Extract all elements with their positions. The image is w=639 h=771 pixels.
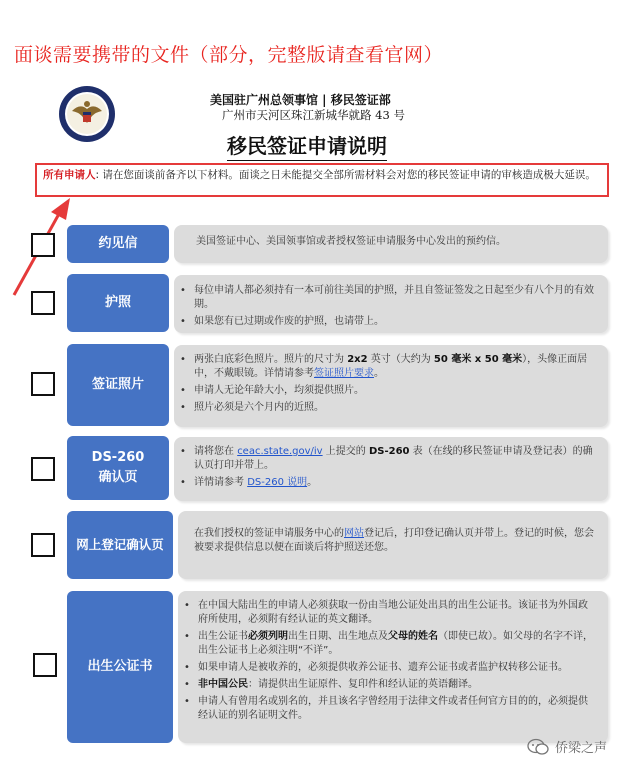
notice-text: : 请在您面谈前备齐以下材料。面谈之日未能提交全部所需材料会对您的移民签证申请的审核造成极大延误。 [95, 169, 596, 181]
passport-bullet-1: • 每位申请人都必须持有一本可前往美国的护照，并且自签证签发之日起至少有八个月的有效期。 [174, 284, 596, 312]
ds260-text: 。 [307, 477, 318, 488]
photo-text: ），头像正面居中，不戴眼镜。详情请参考 [194, 354, 588, 379]
photo-bullet-3: • 照片必须是六个月内的近照。 [174, 401, 596, 415]
banner-heading: 面谈需要携带的文件（部分，完整版请查看官网） [14, 44, 444, 66]
birth-bullet-2 [178, 630, 596, 658]
label-ds260 [67, 436, 169, 500]
service-center-website-link[interactable]: 网站 [344, 528, 364, 539]
label-appointment-letter: 约见信 [67, 225, 169, 263]
online-text-pre: 在我们授权的签证申请服务中心的 [194, 528, 344, 539]
birth-text: （即使已故）。如父母的名字不详，出生公证书上必须注明“不详”。 [198, 631, 593, 656]
watermark-text: 侨梁之声 [555, 741, 608, 756]
appointment-text: 美国签证中心、美国领事馆或者授权签证申请服务中心发出的预约信。 [196, 236, 506, 247]
consulate-seal-icon [58, 85, 116, 143]
photo-bullet-1 [174, 353, 596, 381]
ds260-form-name: DS-260 [368, 446, 410, 457]
passport-bullet-2: • 如果您有已过期或作废的护照，也请带上。 [174, 315, 596, 329]
desc-visa-photo [174, 345, 608, 427]
birth-text: ：请提供出生证原件、复印件和经认证的英语翻译。 [248, 679, 478, 690]
watermark [527, 737, 607, 756]
birth-must-list: 必须列明 [248, 631, 288, 642]
desc-appointment-letter [174, 225, 608, 263]
wechat-icon [527, 738, 549, 756]
checkbox-visa-photo[interactable] [31, 372, 55, 396]
checkbox-ds260[interactable] [31, 457, 55, 481]
ds260-bullet-2 [174, 476, 596, 490]
ds260-text: 上提交的 [322, 446, 369, 457]
checkbox-birth-certificate[interactable] [33, 653, 57, 677]
birth-bullet-5: • 申请人有曾用名或别名的，并且该名字曾经用于法律文件或者任何官方目的的，必须提供经认证的别名证明文件。 [178, 695, 596, 723]
ds260-label-line1: DS-260 [91, 450, 145, 465]
photo-requirements-link[interactable]: 签证照片要求 [314, 368, 374, 379]
birth-text: 出生公证书 [198, 631, 248, 642]
photo-mm: 50 毫米 x 50 毫米 [433, 354, 523, 365]
office-address: 广州市天河区珠江新城华就路 43 号 [222, 108, 405, 122]
label-visa-photo: 签证照片 [67, 344, 169, 426]
label-passport: 护照 [67, 274, 169, 332]
birth-text: 出生日期、出生地点及 [288, 631, 388, 642]
label-online-registration: 网上登记确认页 [67, 511, 173, 579]
ds260-label-line2: 确认页 [98, 470, 138, 485]
birth-parent-names: 父母的姓名 [388, 631, 438, 642]
birth-bullet-4 [178, 678, 596, 692]
ds260-instructions-link[interactable]: DS-260 说明 [247, 477, 308, 488]
online-text [194, 527, 596, 555]
ds260-text: 表（在线的移民签证申请及登记表）的确认页打印并带上。 [194, 446, 593, 471]
label-birth-certificate: 出生公证书 [67, 591, 173, 743]
photo-bullet-2: • 申请人无论年龄大小，均须提供照片。 [174, 384, 596, 398]
online-text-post: 登记后，打印登记确认页并带上。登记的时候，您会被要求提供信息以便在面谈后将护照送还您。 [194, 528, 594, 553]
desc-online-registration [178, 511, 608, 579]
desc-passport [174, 275, 608, 333]
office-name: 美国驻广州总领事馆 | 移民签证部 [210, 93, 391, 107]
ds260-bullet-1 [174, 445, 596, 473]
checkbox-passport[interactable] [31, 291, 55, 315]
desc-birth-certificate [178, 591, 608, 743]
photo-text: 两张白底彩色照片。照片的尺寸为 [194, 354, 348, 365]
checkbox-online-registration[interactable] [31, 533, 55, 557]
document-title: 移民签证申请说明 [227, 130, 387, 161]
photo-text: 。 [374, 368, 384, 379]
ds260-text: 请将您在 [194, 446, 238, 457]
photo-text: 英寸（大约为 [367, 354, 434, 365]
ceac-link[interactable]: ceac.state.gov/iv [237, 446, 323, 457]
checkbox-appointment-letter[interactable] [31, 233, 55, 257]
birth-bullet-3: • 如果申请人是被收养的，必须提供收养公证书、遗弃公证书或者监护权转移公证书。 [178, 661, 596, 675]
ds260-text: 详情请参考 [194, 477, 248, 488]
all-applicants-notice [35, 163, 609, 197]
desc-ds260 [174, 437, 608, 501]
birth-non-chinese: 非中国公民 [198, 679, 248, 690]
notice-lead: 所有申请人 [43, 169, 96, 181]
photo-size: 2x2 [347, 354, 368, 365]
birth-bullet-1: • 在中国大陆出生的申请人必须获取一份由当地公证处出具的出生公证书。该证书为外国政府所使用，必须附有经认证的英文翻译。 [178, 599, 596, 627]
